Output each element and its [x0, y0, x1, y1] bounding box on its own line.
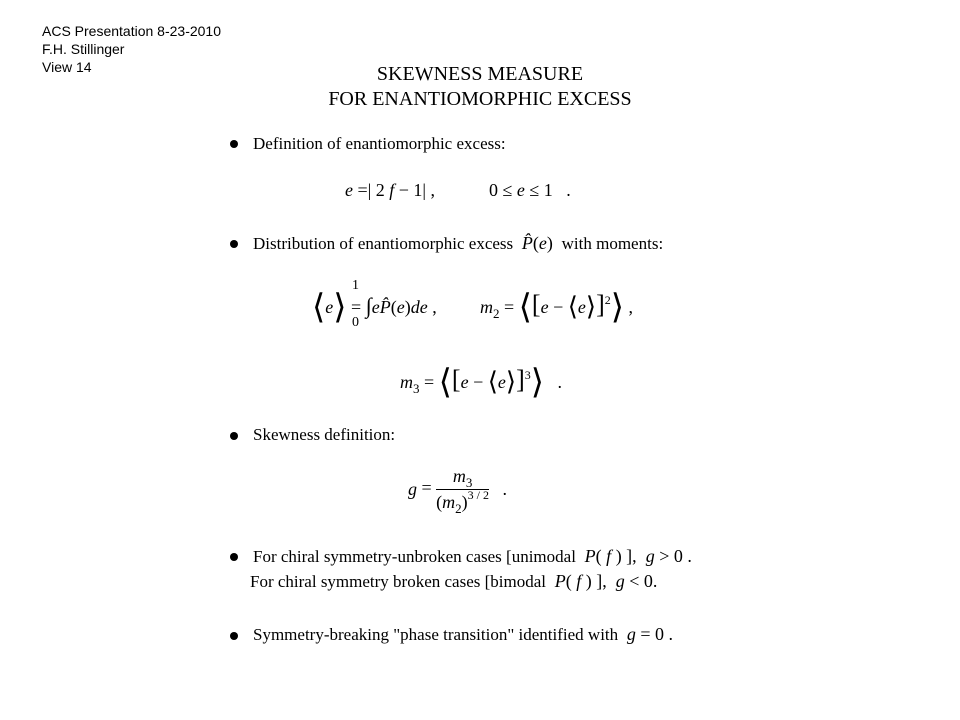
bullet-unbroken-text: For chiral symmetry-unbroken cases [unimodal	[253, 547, 576, 566]
bullet-phase-transition: Symmetry-breaking "phase transition" identified with g = 0 .	[253, 624, 674, 644]
presentation-meta	[42, 22, 221, 76]
bullet-distribution: Distribution of enantiomorphic excess P̂(e) with moments:	[253, 233, 664, 253]
bullet-dot-3	[230, 432, 238, 440]
equation-mean-excess: ⟨e⟩ = ∫eP̂(e)de ,	[312, 289, 437, 326]
slide-title-line-2: FOR ENANTIOMORPHIC EXCESS	[328, 88, 632, 110]
equation-third-moment: $m_3$ = ⟨[e − ⟨e⟩]$^3$⟩ .	[400, 364, 562, 401]
equation-skewness: g = $\frac{m_3}{(m_2)^{3 / 2}}$ .	[408, 466, 507, 516]
meta-line-3: View 14	[42, 59, 92, 75]
meta-line-2: F.H. Stillinger	[42, 41, 125, 57]
bullet-dot-5	[230, 632, 238, 640]
bullet-skewness: Skewness definition:	[253, 425, 396, 444]
bullet-broken-cases: For chiral symmetry broken cases [bimodal P( f ) ], g < 0.	[250, 571, 658, 591]
bullet-broken-text: For chiral symmetry broken cases [bimodal	[250, 572, 547, 591]
bullet-definition: Definition of enantiomorphic excess:	[253, 134, 506, 153]
integral-lower-limit: 0	[352, 315, 359, 330]
bullet-dot-2	[230, 240, 238, 248]
bullet-phase-transition-text: Symmetry-breaking "phase transition" identified with	[253, 625, 619, 644]
meta-line-1: ACS Presentation 8-23-2010	[42, 23, 221, 39]
bullet-dot-1	[230, 140, 238, 148]
slide-title-line-1: SKEWNESS MEASURE	[376, 63, 584, 85]
bullet-distribution-text-b: with moments:	[561, 234, 664, 253]
bullet-distribution-text-a: Distribution of enantiomorphic excess	[253, 234, 514, 253]
bullet-dot-4	[230, 553, 238, 561]
bullet-unbroken-cases: For chiral symmetry-unbroken cases [unimodal P( f ) ], g > 0 .	[253, 546, 692, 566]
integral-upper-limit: 1	[352, 278, 359, 293]
equation-second-moment: $m_2$ = ⟨[e − ⟨e⟩]$^2$⟩ ,	[480, 289, 633, 326]
equation-excess-definition: e =| 2 f − 1| , 0 ≤ e ≤ 1 .	[345, 180, 571, 200]
